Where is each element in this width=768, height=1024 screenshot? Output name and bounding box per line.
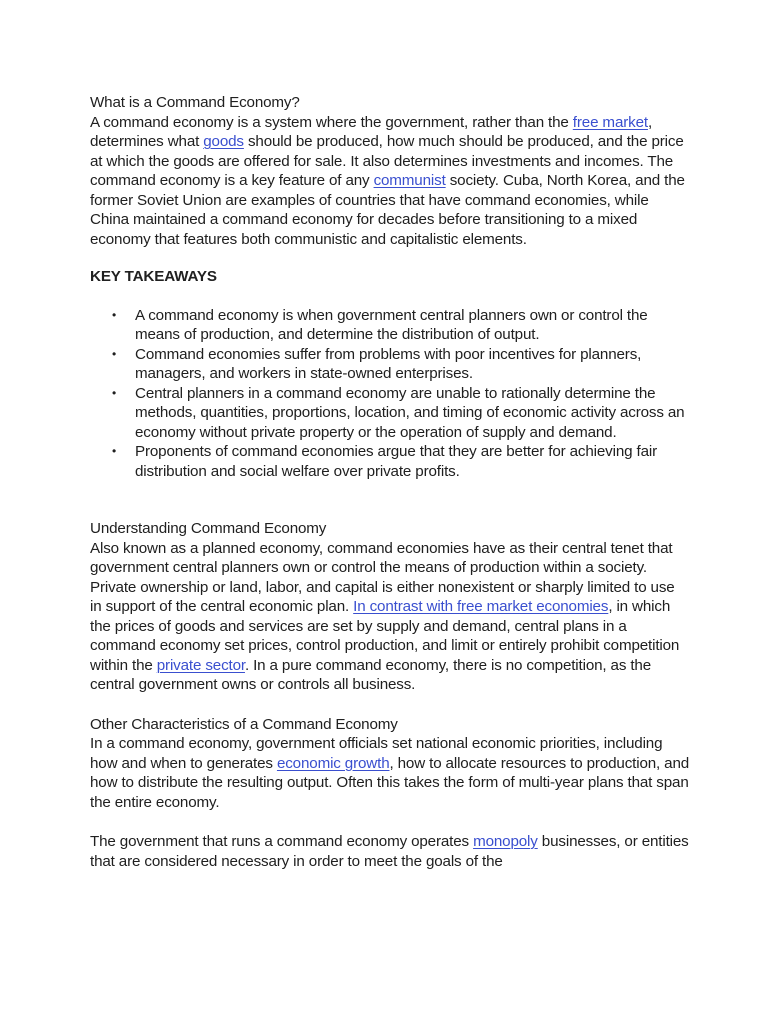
monopoly-text-2: businesses, or entities that are considered necessary in order to meet the goals of the (90, 833, 689, 870)
section-heading-what-is: What is a Command Economy? (90, 94, 300, 111)
understanding-text-2: , in which the prices of goods and services are set by supply and demand, central plans in a command economy set prices, control production, and limit or entirely prohibit competition within the (90, 598, 680, 674)
key-takeaways-list (90, 306, 690, 482)
list-item-text: Central planners in a command economy are unable to rationally determine the methods, quantities, proportions, location, and timing of economic activity across an economy without private property or the operation of supply and demand. (135, 384, 685, 441)
list-item (90, 384, 690, 443)
link-monopoly[interactable]: monopoly (473, 833, 538, 850)
bullet-icon: • (112, 444, 117, 458)
intro-text-3: should be produced, how much should be produced, and the price at which the goods are offered for sale. It also determines investments and incomes. The command economy is a key feature of any (90, 133, 684, 189)
link-in-contrast[interactable]: In contrast with free market economies (353, 598, 609, 615)
list-item-text: Proponents of command economies argue that they are better for achieving fair distribution and social welfare over private profits. (135, 443, 658, 480)
section-heading-other-characteristics: Other Characteristics of a Command Economy (90, 715, 398, 733)
intro-text-4: society. Cuba, North Korea, and the former Soviet Union are examples of countries that have command economies, while China maintained a command economy for decades before transitioning to a mixed economy that features both communistic and capitalistic elements. (90, 172, 685, 248)
document-page (90, 93, 690, 871)
link-goods[interactable]: goods (203, 133, 244, 150)
spacer (90, 812, 690, 832)
characteristics-text-1: In a command economy, government officials set national economic priorities, including how and when to generates (90, 735, 663, 772)
link-communist[interactable]: communist (373, 172, 446, 189)
bullet-icon: • (112, 346, 117, 361)
characteristics-paragraph (90, 734, 690, 812)
key-takeaways-title: KEY TAKEAWAYS (90, 268, 217, 285)
understanding-text-3: . In a pure command economy, there is no competition, as the central government owns or controls all business. (90, 656, 652, 693)
list-item-text: Command economies suffer from problems with poor incentives for planners, managers, and workers in state-owned enterprises. (135, 345, 642, 382)
link-private-sector[interactable]: private sector (156, 656, 245, 674)
list-item (90, 442, 690, 481)
spacer (90, 695, 690, 715)
bullet-icon: • (112, 307, 117, 322)
list-item (90, 345, 690, 384)
intro-text-1: A command economy is a system where the government, rather than the (90, 113, 573, 131)
spacer (90, 481, 690, 519)
monopoly-paragraph (90, 832, 690, 871)
characteristics-text-2: , how to allocate resources to production, and how to distribute the resulting output. Often this takes the form of multi-year plans that span the entire economy. (90, 754, 690, 811)
understanding-paragraph (90, 539, 690, 695)
intro-paragraph (90, 113, 690, 250)
link-free-market[interactable]: free market (572, 113, 648, 131)
monopoly-text-1: The government that runs a command economy operates (90, 833, 474, 850)
intro-text-2: , determines what (90, 113, 653, 150)
section-heading-understanding: Understanding Command Economy (90, 520, 327, 537)
bullet-icon: • (112, 385, 117, 400)
understanding-text-1: Also known as a planned economy, command economies have as their central tenet that government central planners own or control the means of production within a society. Private ownership or land, labor, and capital is either nonexistent or sharply limited to use in support of the central economic plan. (90, 539, 675, 615)
list-item-text: A command economy is when government central planners own or control the means of production, and determine the distribution of output. (135, 306, 648, 343)
list-item (90, 306, 690, 345)
link-economic-growth[interactable]: economic growth (276, 754, 390, 772)
